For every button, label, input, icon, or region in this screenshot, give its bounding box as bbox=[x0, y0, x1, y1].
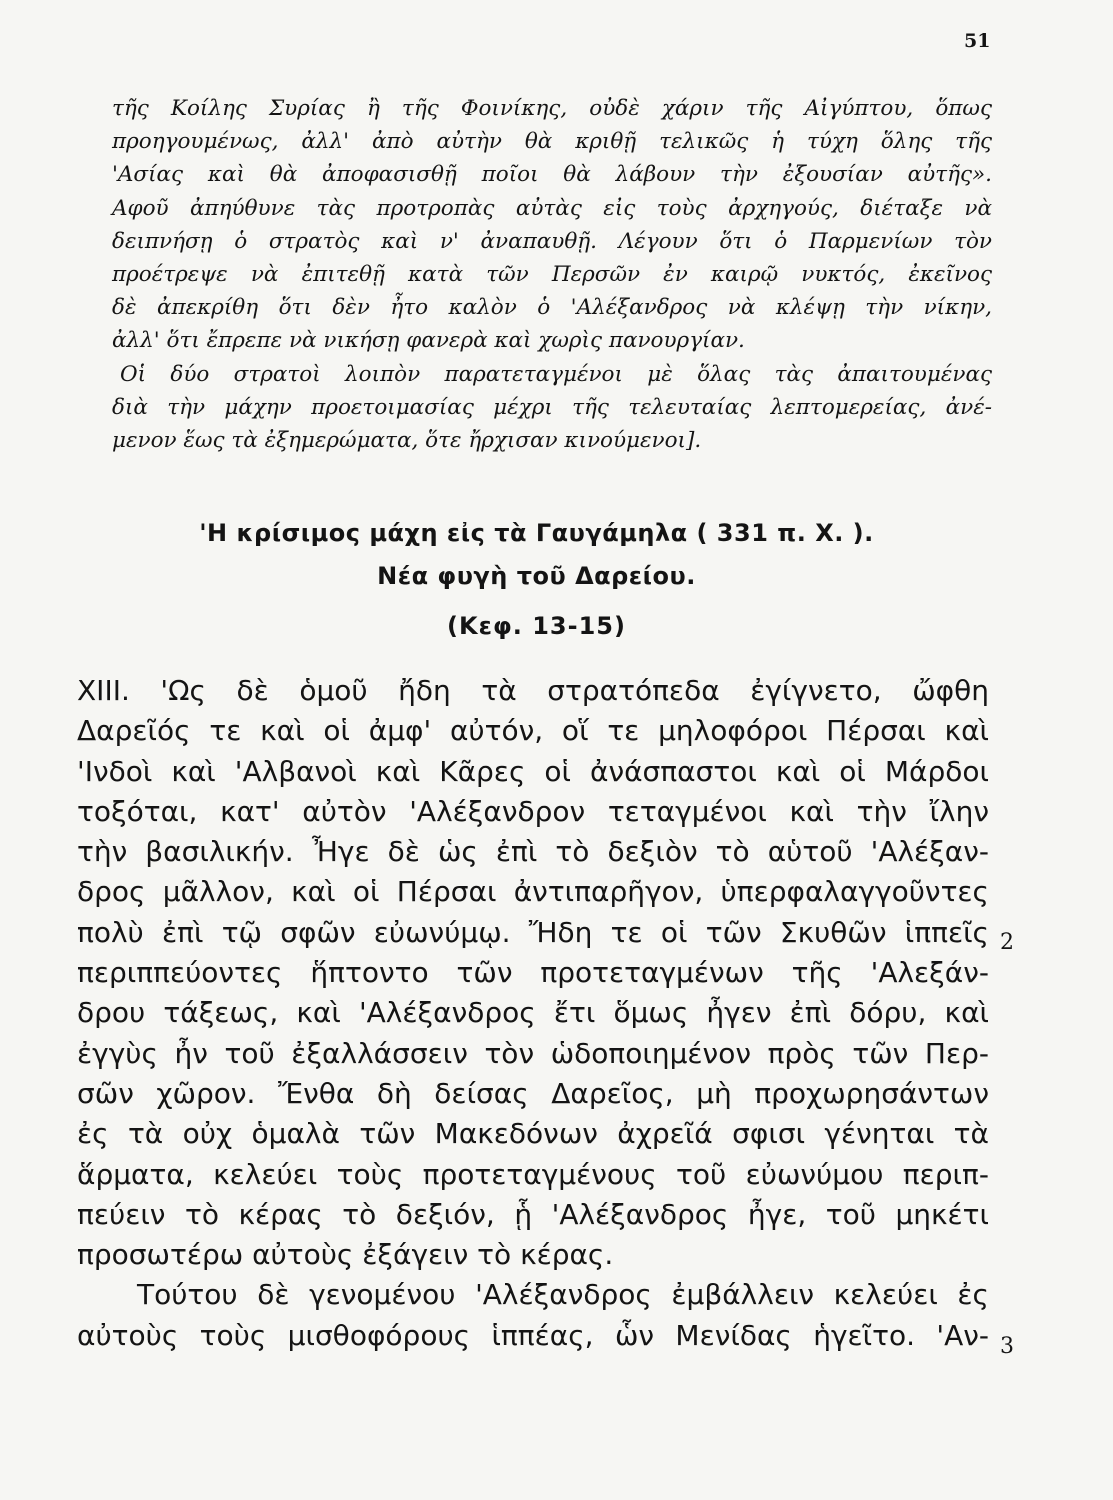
greek-line: Δαρεῖός τε καὶ οἱ ἀμφ' αὐτόν, οἵ τε μηλοφόροι Πέρσαι καὶ bbox=[77, 714, 989, 748]
greek-line: τὴν βασιλικήν. Ἦγε δὲ ὡς ἐπὶ τὸ δεξιὸν τὸ αὑτοῦ 'Αλέξαν- bbox=[77, 835, 989, 869]
commentary-line: δὲ ἀπεκρίθη ὅτι δὲν ἦτο καλὸν ὁ 'Αλέξανδρος νὰ κλέψῃ τὴν νίκην, bbox=[112, 295, 992, 321]
commentary-line: διὰ τὴν μάχην προετοιμασίας μέχρι τῆς τελευταίας λεπτομερείας, ἀνέ- bbox=[112, 394, 992, 420]
section-heading-title: 'Η κρίσιμος μάχη εἰς τὰ Γαυγάμηλα ( 331 π. Χ. ). bbox=[199, 519, 874, 547]
greek-line: ἐγγὺς ἦν τοῦ ἐξαλλάσσειν τὸν ὡδοποιημένον πρὸς τῶν Περ- bbox=[77, 1036, 989, 1070]
margin-section-number: 2 bbox=[1000, 930, 1014, 955]
commentary-line: ἀλλ' ὅτι ἔπρεπε νὰ νικήσῃ φανερὰ καὶ χωρὶς πανουργίαν. bbox=[112, 328, 745, 354]
commentary-line: 'Ασίας καὶ θὰ ἀποφασισθῇ ποῖοι θὰ λάβουν τὴν ἐξουσίαν αὐτῆς». bbox=[112, 162, 992, 188]
greek-line: πολὺ ἐπὶ τῷ σφῶν εὐωνύμῳ. Ἤδη τε οἱ τῶν Σκυθῶν ἱππεῖς bbox=[77, 915, 989, 949]
greek-line: ἐς τὰ οὐχ ὁμαλὰ τῶν Μακεδόνων ἀχρεῖά σφισι γένηται τὰ bbox=[77, 1117, 989, 1151]
commentary-line: προηγουμένως, ἀλλ' ἀπὸ αὐτὴν θὰ κριθῇ τελικῶς ἡ τύχη ὅλης τῆς bbox=[112, 129, 992, 155]
commentary-line: Οἱ δύο στρατοὶ λοιπὸν παρατεταγμένοι μὲ ὅλας τὰς ἀπαιτουμένας bbox=[120, 361, 992, 387]
greek-line: Τούτου δὲ γενομένου 'Αλέξανδρος ἐμβάλλειν κελεύει ἐς bbox=[137, 1278, 989, 1312]
greek-line: τοξόται, κατ' αὐτὸν 'Αλέξανδρον τεταγμένοι καὶ τὴν ἴλην bbox=[77, 794, 989, 828]
section-heading-chapters: (Κεφ. 13-15) bbox=[447, 612, 626, 640]
greek-line: δρος μᾶλλον, καὶ οἱ Πέρσαι ἀντιπαρῆγον, ὑπερφαλαγγοῦντες bbox=[77, 875, 989, 909]
commentary-line: προέτρεψε νὰ ἐπιτεθῇ κατὰ τῶν Περσῶν ἐν καιρῷ νυκτός, ἐκεῖνος bbox=[112, 261, 992, 287]
greek-line: περιππεύοντες ἥπτοντο τῶν προτεταγμένων τῆς 'Αλεξάν- bbox=[77, 956, 989, 990]
commentary-line: τῆς Κοίλης Συρίας ἢ τῆς Φοινίκης, οὐδὲ χάριν τῆς Αἰγύπτου, ὅπως bbox=[112, 96, 992, 121]
commentary-line: δειπνήσῃ ὁ στρατὸς καὶ ν' ἀναπαυθῇ. Λέγουν ὅτι ὁ Παρμενίων τὸν bbox=[112, 228, 992, 254]
section-heading-subtitle: Νέα φυγὴ τοῦ Δαρείου. bbox=[377, 562, 696, 590]
greek-line: αὐτοὺς τοὺς μισθοφόρους ἱππέας, ὧν Μενίδας ἡγεῖτο. 'Αν- bbox=[77, 1318, 989, 1352]
commentary-block bbox=[112, 92, 992, 457]
greek-line: σῶν χῶρον. Ἔνθα δὴ δείσας Δαρεῖος, μὴ προχωρησάντων bbox=[77, 1076, 989, 1110]
greek-line: XIII. 'Ως δὲ ὁμοῦ ἤδη τὰ στρατόπεδα ἐγίγνετο, ὤφθη bbox=[77, 674, 989, 707]
commentary-line: μενον ἕως τὰ ἐξημερώματα, ὅτε ἤρχισαν κινούμενοι]. bbox=[112, 427, 702, 453]
greek-line: δρου τάξεως, καὶ 'Αλέξανδρος ἔτι ὅμως ἦγεν ἐπὶ δόρυ, καὶ bbox=[77, 996, 989, 1030]
greek-line: προσωτέρω αὐτοὺς ἐξάγειν τὸ κέρας. bbox=[77, 1238, 614, 1272]
greek-line: 'Ινδοὶ καὶ 'Αλβανοὶ καὶ Κᾶρες οἱ ἀνάσπαστοι καὶ οἱ Μάρδοι bbox=[77, 754, 989, 788]
commentary-line: Αφοῦ ἀπηύθυνε τὰς προτροπὰς αὐτὰς εἰς τοὺς ἀρχηγούς, διέταξε νὰ bbox=[112, 195, 992, 221]
page-number: 51 bbox=[964, 30, 991, 52]
greek-line: ἅρματα, κελεύει τοὺς προτεταγμένους τοῦ εὐωνύμου περιπ- bbox=[77, 1157, 989, 1191]
greek-line: πεύειν τὸ κέρας τὸ δεξιόν, ᾗ 'Αλέξανδρος ἦγε, τοῦ μηκέτι bbox=[77, 1197, 989, 1231]
margin-section-number: 3 bbox=[1000, 1334, 1014, 1359]
greek-text-block bbox=[77, 671, 989, 1356]
